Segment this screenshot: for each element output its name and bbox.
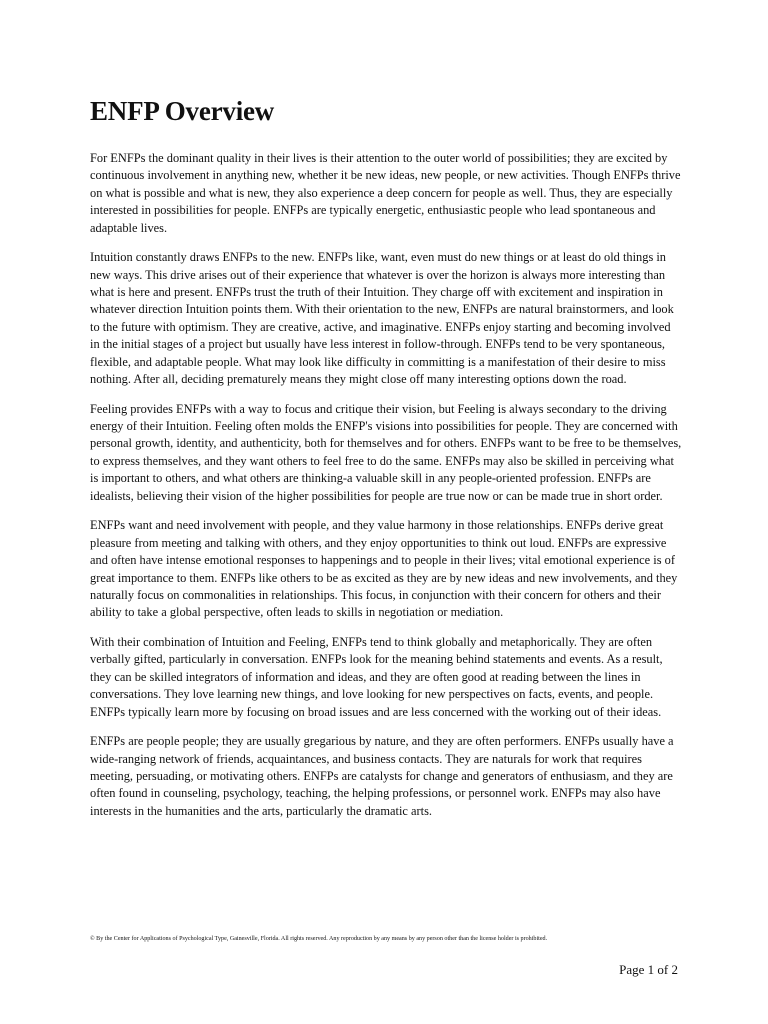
paragraph: ENFPs are people people; they are usually gregarious by nature, and they are often performers. ENFPs usually have a wide-ranging network of friends, acquaintances, and business contacts. They are naturals for work that requires meeting, persuading, or motivating others. ENFPs are catalysts for change and generators of enthusiasm, and they are often found in counseling, psychology, teaching, the helping professions, or personnel work. ENFPs may also have interests in the humanities and the arts, particularly the dramatic arts.	[90, 734, 674, 818]
paragraph: Intuition constantly draws ENFPs to the new. ENFPs like, want, even must do new things or at least do old things in new ways. This drive arises out of their experience that whatever is over the horizon is always more interesting than what is here and present. ENFPs trust the truth of their Intuition. They charge off with excitement and inspiration in whatever direction Intuition points them. With their orientation to the new, ENFPs are natural brainstormers, and look to the future with optimism. They are creative, active, and imaginative. ENFPs enjoy starting and becoming involved in the initial stages of a project but usually have less interest in follow-through. ENFPs tend to be very spontaneous, flexible, and adaptable people. What may look like difficulty in committing is a manifestation of their desire to miss nothing. After all, deciding prematurely means they might close off many interesting options down the road.	[90, 250, 674, 387]
page-number: Page 1 of 2	[619, 962, 678, 977]
document-body	[90, 150, 682, 832]
paragraph: With their combination of Intuition and Feeling, ENFPs tend to think globally and metaphorically. They are often verbally gifted, particularly in conversation. ENFPs look for the meaning behind statements and events. As a result, they can be skilled integrators of information and ideas, and they are often good at reading between the lines in conversations. They love learning new things, and love looking for new perspectives on facts, events, and people. ENFPs typically learn more by focusing on broad issues and are less concerned with the working out of their ideas.	[90, 634, 663, 719]
copyright-footnote: © By the Center for Applications of Psychological Type, Gainesville, Florida. All rights reserved. Any reproduction by any means by any person other than the license holder is prohibited.	[90, 936, 548, 942]
paragraph: ENFPs want and need involvement with people, and they value harmony in those relationships. ENFPs derive great pleasure from meeting and talking with others, and they enjoy opportunities to think out loud. ENFPs are expressive and often have intense emotional responses to happenings and to people in their lives; vital emotional experience is of great importance to them. ENFPs like others to be as excited as they are by new ideas and new involvements, and they naturally focus on commonalities in relationships. This focus, in conjunction with their concern for others and their ability to take a global perspective, often leads to skills in negotiation or mediation.	[90, 518, 678, 620]
paragraph: For ENFPs the dominant quality in their lives is their attention to the outer world of possibilities; they are excited by continuous involvement in anything new, whether it be new ideas, new people, or new activities. Though ENFPs thrive on what is possible and what is new, they also experience a deep concern for people as well. Thus, they are especially interested in possibilities for people. ENFPs are typically energetic, enthusiastic people who lead spontaneous and adaptable lives.	[90, 151, 681, 235]
document-title: ENFP Overview	[90, 96, 275, 126]
paragraph: Feeling provides ENFPs with a way to focus and critique their vision, but Feeling is always secondary to the driving energy of their Intuition. Feeling often molds the ENFP's visions into possibilities for people. They are concerned with personal growth, identity, and authenticity, both for themselves and for others. ENFPs want to be free to be themselves, to express themselves, and they want others to feel free to do the same. ENFPs may also be skilled in perceiving what is important to others, and what others are thinking-a valuable skill in any people-oriented profession. ENFPs are idealists, believing their vision of the higher possibilities for people are true now or can be made true in short order.	[90, 401, 682, 503]
